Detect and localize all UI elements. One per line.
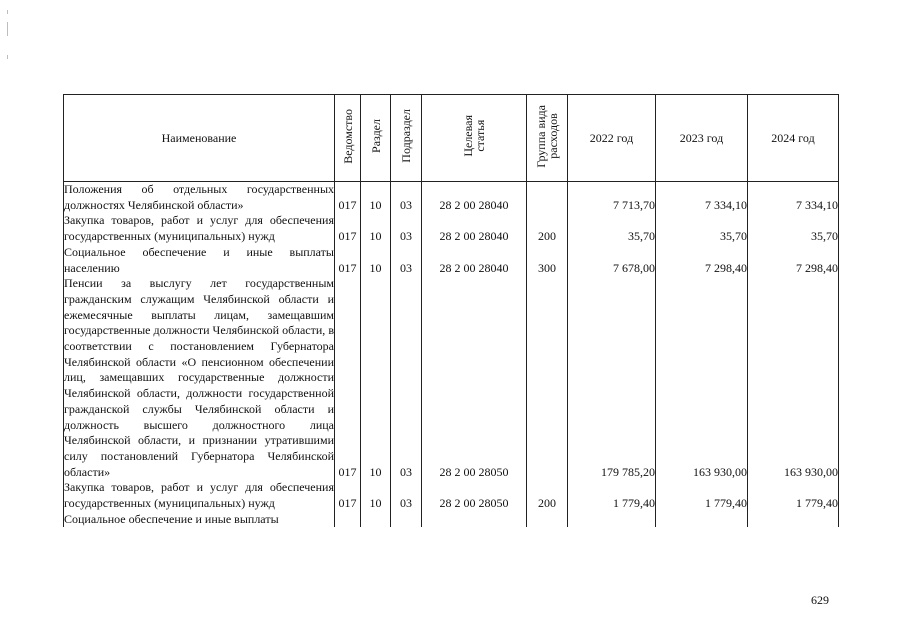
row-ministry: 017 bbox=[335, 245, 361, 276]
row-2023: 7 334,10 bbox=[656, 182, 748, 214]
header-2022: 2022 год bbox=[568, 95, 656, 182]
row-section: 10 bbox=[361, 245, 391, 276]
row-subsection: 03 bbox=[391, 480, 422, 511]
row-section: 10 bbox=[361, 276, 391, 480]
row-name: Положения об отдельных государственных должностях Челябинской области» bbox=[64, 182, 334, 212]
row-group: 300 bbox=[527, 245, 568, 276]
row-group bbox=[527, 276, 568, 480]
row-target: 28 2 00 28050 bbox=[422, 480, 527, 511]
row-subsection: 03 bbox=[391, 245, 422, 276]
row-target: 28 2 00 28040 bbox=[422, 182, 527, 214]
row-2022: 1 779,40 bbox=[568, 480, 656, 511]
row-ministry: 017 bbox=[335, 213, 361, 244]
row-name: Социальное обеспечение и иные выплаты bbox=[64, 512, 335, 528]
row-subsection: 03 bbox=[391, 276, 422, 480]
row-section: 10 bbox=[361, 213, 391, 244]
table-row bbox=[64, 276, 839, 480]
row-subsection: 03 bbox=[391, 213, 422, 244]
header-target: Целевая статья bbox=[422, 95, 527, 182]
row-2022 bbox=[568, 512, 656, 528]
header-name: Наименование bbox=[64, 95, 335, 182]
row-2024 bbox=[748, 512, 839, 528]
row-2023: 163 930,00 bbox=[656, 276, 748, 480]
budget-table bbox=[63, 94, 839, 527]
row-2022: 7 678,00 bbox=[568, 245, 656, 276]
row-2023: 35,70 bbox=[656, 213, 748, 244]
table-header-row bbox=[64, 95, 839, 182]
header-subsection: Подраздел bbox=[391, 95, 422, 182]
row-subsection bbox=[391, 512, 422, 528]
row-group bbox=[527, 182, 568, 214]
row-2023: 7 298,40 bbox=[656, 245, 748, 276]
scan-artifact bbox=[7, 22, 8, 36]
header-2024: 2024 год bbox=[748, 95, 839, 182]
row-2024: 35,70 bbox=[748, 213, 839, 244]
row-ministry: 017 bbox=[335, 480, 361, 511]
row-2023: 1 779,40 bbox=[656, 480, 748, 511]
table-row bbox=[64, 182, 839, 214]
row-2022: 7 713,70 bbox=[568, 182, 656, 214]
table-row bbox=[64, 480, 839, 511]
row-target: 28 2 00 28050 bbox=[422, 276, 527, 480]
row-section: 10 bbox=[361, 182, 391, 214]
row-group bbox=[527, 512, 568, 528]
row-name: Закупка товаров, работ и услуг для обеспечения государственных (муниципальных) нужд bbox=[64, 480, 334, 511]
row-group: 200 bbox=[527, 213, 568, 244]
row-2024: 7 298,40 bbox=[748, 245, 839, 276]
row-ministry bbox=[335, 512, 361, 528]
header-section: Раздел bbox=[361, 95, 391, 182]
row-2022: 35,70 bbox=[568, 213, 656, 244]
row-ministry: 017 bbox=[335, 276, 361, 480]
row-2024: 163 930,00 bbox=[748, 276, 839, 480]
header-ministry: Ведомство bbox=[335, 95, 361, 182]
header-expense-group: Группа вида расходов bbox=[527, 95, 568, 182]
row-section bbox=[361, 512, 391, 528]
row-group: 200 bbox=[527, 480, 568, 511]
row-name: Пенсии за выслугу лет государственным гражданским служащим Челябинской области и ежемесячные выплаты лицам, замещавшим государственные должности Челябинской области, в соответствии с постановлением Губернатора Челябинской области «О пенсионном обеспечении лиц, замещавших государственные должности Челябинской области, должности государственной гражданской службы Челябинской области и должность высшего должностного лица Челябинской области, и признании утратившими силу постановлений Губернатора Челябинской области» bbox=[64, 276, 334, 479]
table-row bbox=[64, 512, 839, 528]
row-section: 10 bbox=[361, 480, 391, 511]
row-2023 bbox=[656, 512, 748, 528]
row-target: 28 2 00 28040 bbox=[422, 245, 527, 276]
row-subsection: 03 bbox=[391, 182, 422, 214]
table-row bbox=[64, 245, 839, 276]
row-target bbox=[422, 512, 527, 528]
row-target: 28 2 00 28040 bbox=[422, 213, 527, 244]
table-row bbox=[64, 213, 839, 244]
scan-artifact bbox=[7, 10, 8, 14]
scan-artifact bbox=[7, 55, 8, 59]
row-2022: 179 785,20 bbox=[568, 276, 656, 480]
page-number: 629 bbox=[811, 593, 829, 607]
row-name: Социальное обеспечение и иные выплаты населению bbox=[64, 244, 334, 275]
row-ministry: 017 bbox=[335, 182, 361, 214]
row-name: Закупка товаров, работ и услуг для обеспечения государственных (муниципальных) нужд bbox=[64, 213, 334, 244]
row-2024: 1 779,40 bbox=[748, 480, 839, 511]
row-2024: 7 334,10 bbox=[748, 182, 839, 214]
header-2023: 2023 год bbox=[656, 95, 748, 182]
